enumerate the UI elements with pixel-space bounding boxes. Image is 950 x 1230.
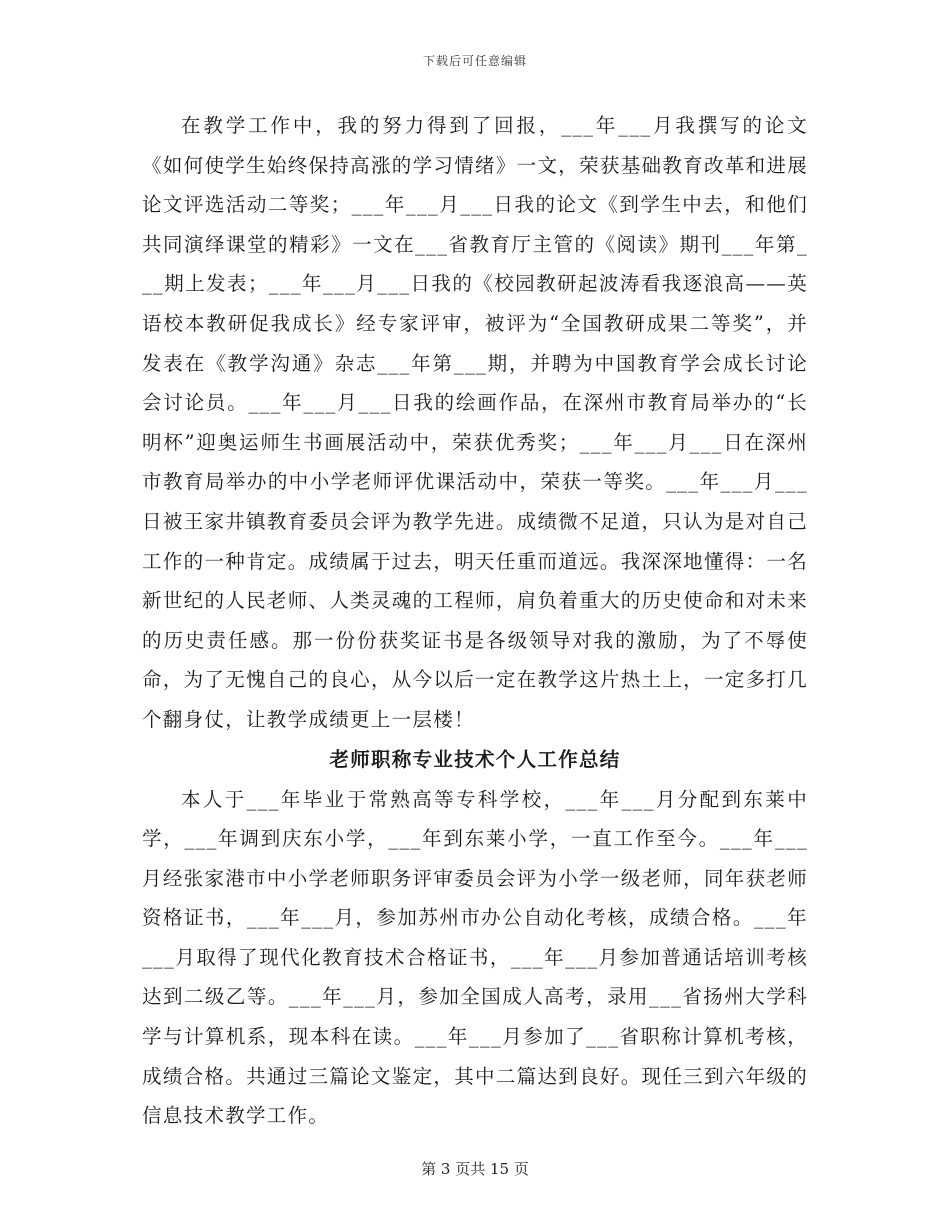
document-body bbox=[142, 106, 808, 1136]
page-header: 下载后可任意编辑 bbox=[422, 54, 527, 68]
paragraph-awards: 在教学工作中，我的努力得到了回报，___年___月我撰写的论文《如何使学生始终保持高涨的学习情绪》一文，荣获基础教育改革和进展论文评选活动二等奖；___年___月___日我的论文《到学生中去，和他们共同演绎课堂的精彩》一文在___省教育厅主管的《阅读》期刊___年第___期上发表；___年___月___日我的《校园教研起波涛看我逐浪高——英语校本教研促我成长》经专家评审，被评为“全国教研成果二等奖”，并发表在《教学沟通》杂志___年第___期，并聘为中国教育学会成长讨论会讨论员。___年___月___日我的绘画作品，在深州市教育局举办的“长明杯”迎奥运师生书画展活动中，荣获优秀奖；___年___月___日在深州市教育局举办的中小学老师评优课活动中，荣获一等奖。___年___月___日被王家井镇教育委员会评为教学先进。成绩微不足道，只认为是对自己工作的一种肯定。成绩属于过去，明天任重而道远。我深深地懂得：一名新世纪的人民老师、人类灵魂的工程师，肩负着重大的历史使命和对未来的历史责任感。那一份份获奖证书是各级领导对我的激励，为了不辱使命，为了无愧自己的良心，从今以后一定在教学这片热土上，一定多打几个翻身仗，让教学成绩更上一层楼！ bbox=[142, 114, 809, 731]
section-title: 老师职称专业技术个人工作总结 bbox=[329, 747, 621, 771]
page-number: 第 3 页共 15 页 bbox=[421, 1160, 529, 1178]
paragraph-career-summary: 本人于___年毕业于常熟高等专科学校，___年___月分配到东莱中学，___年调到庆东小学，___年到东莱小学，一直工作至今。___年___月经张家港市中小学老师职务评审委员会评为小学一级老师，同年获老师资格证书，___年___月，参加苏州市办公自动化考核，成绩合格。___年___月取得了现代化教育技术合格证书，___年___月参加普通话培训考核达到二级乙等。___年___月，参加全国成人高考，录用___省扬州大学科学与计算机系，现本科在读。___年___月参加了___省职称计算机考核，成绩合格。共通过三篇论文鉴定，其中二篇达到良好。现任三到六年级的信息技术教学工作。 bbox=[142, 787, 808, 1128]
